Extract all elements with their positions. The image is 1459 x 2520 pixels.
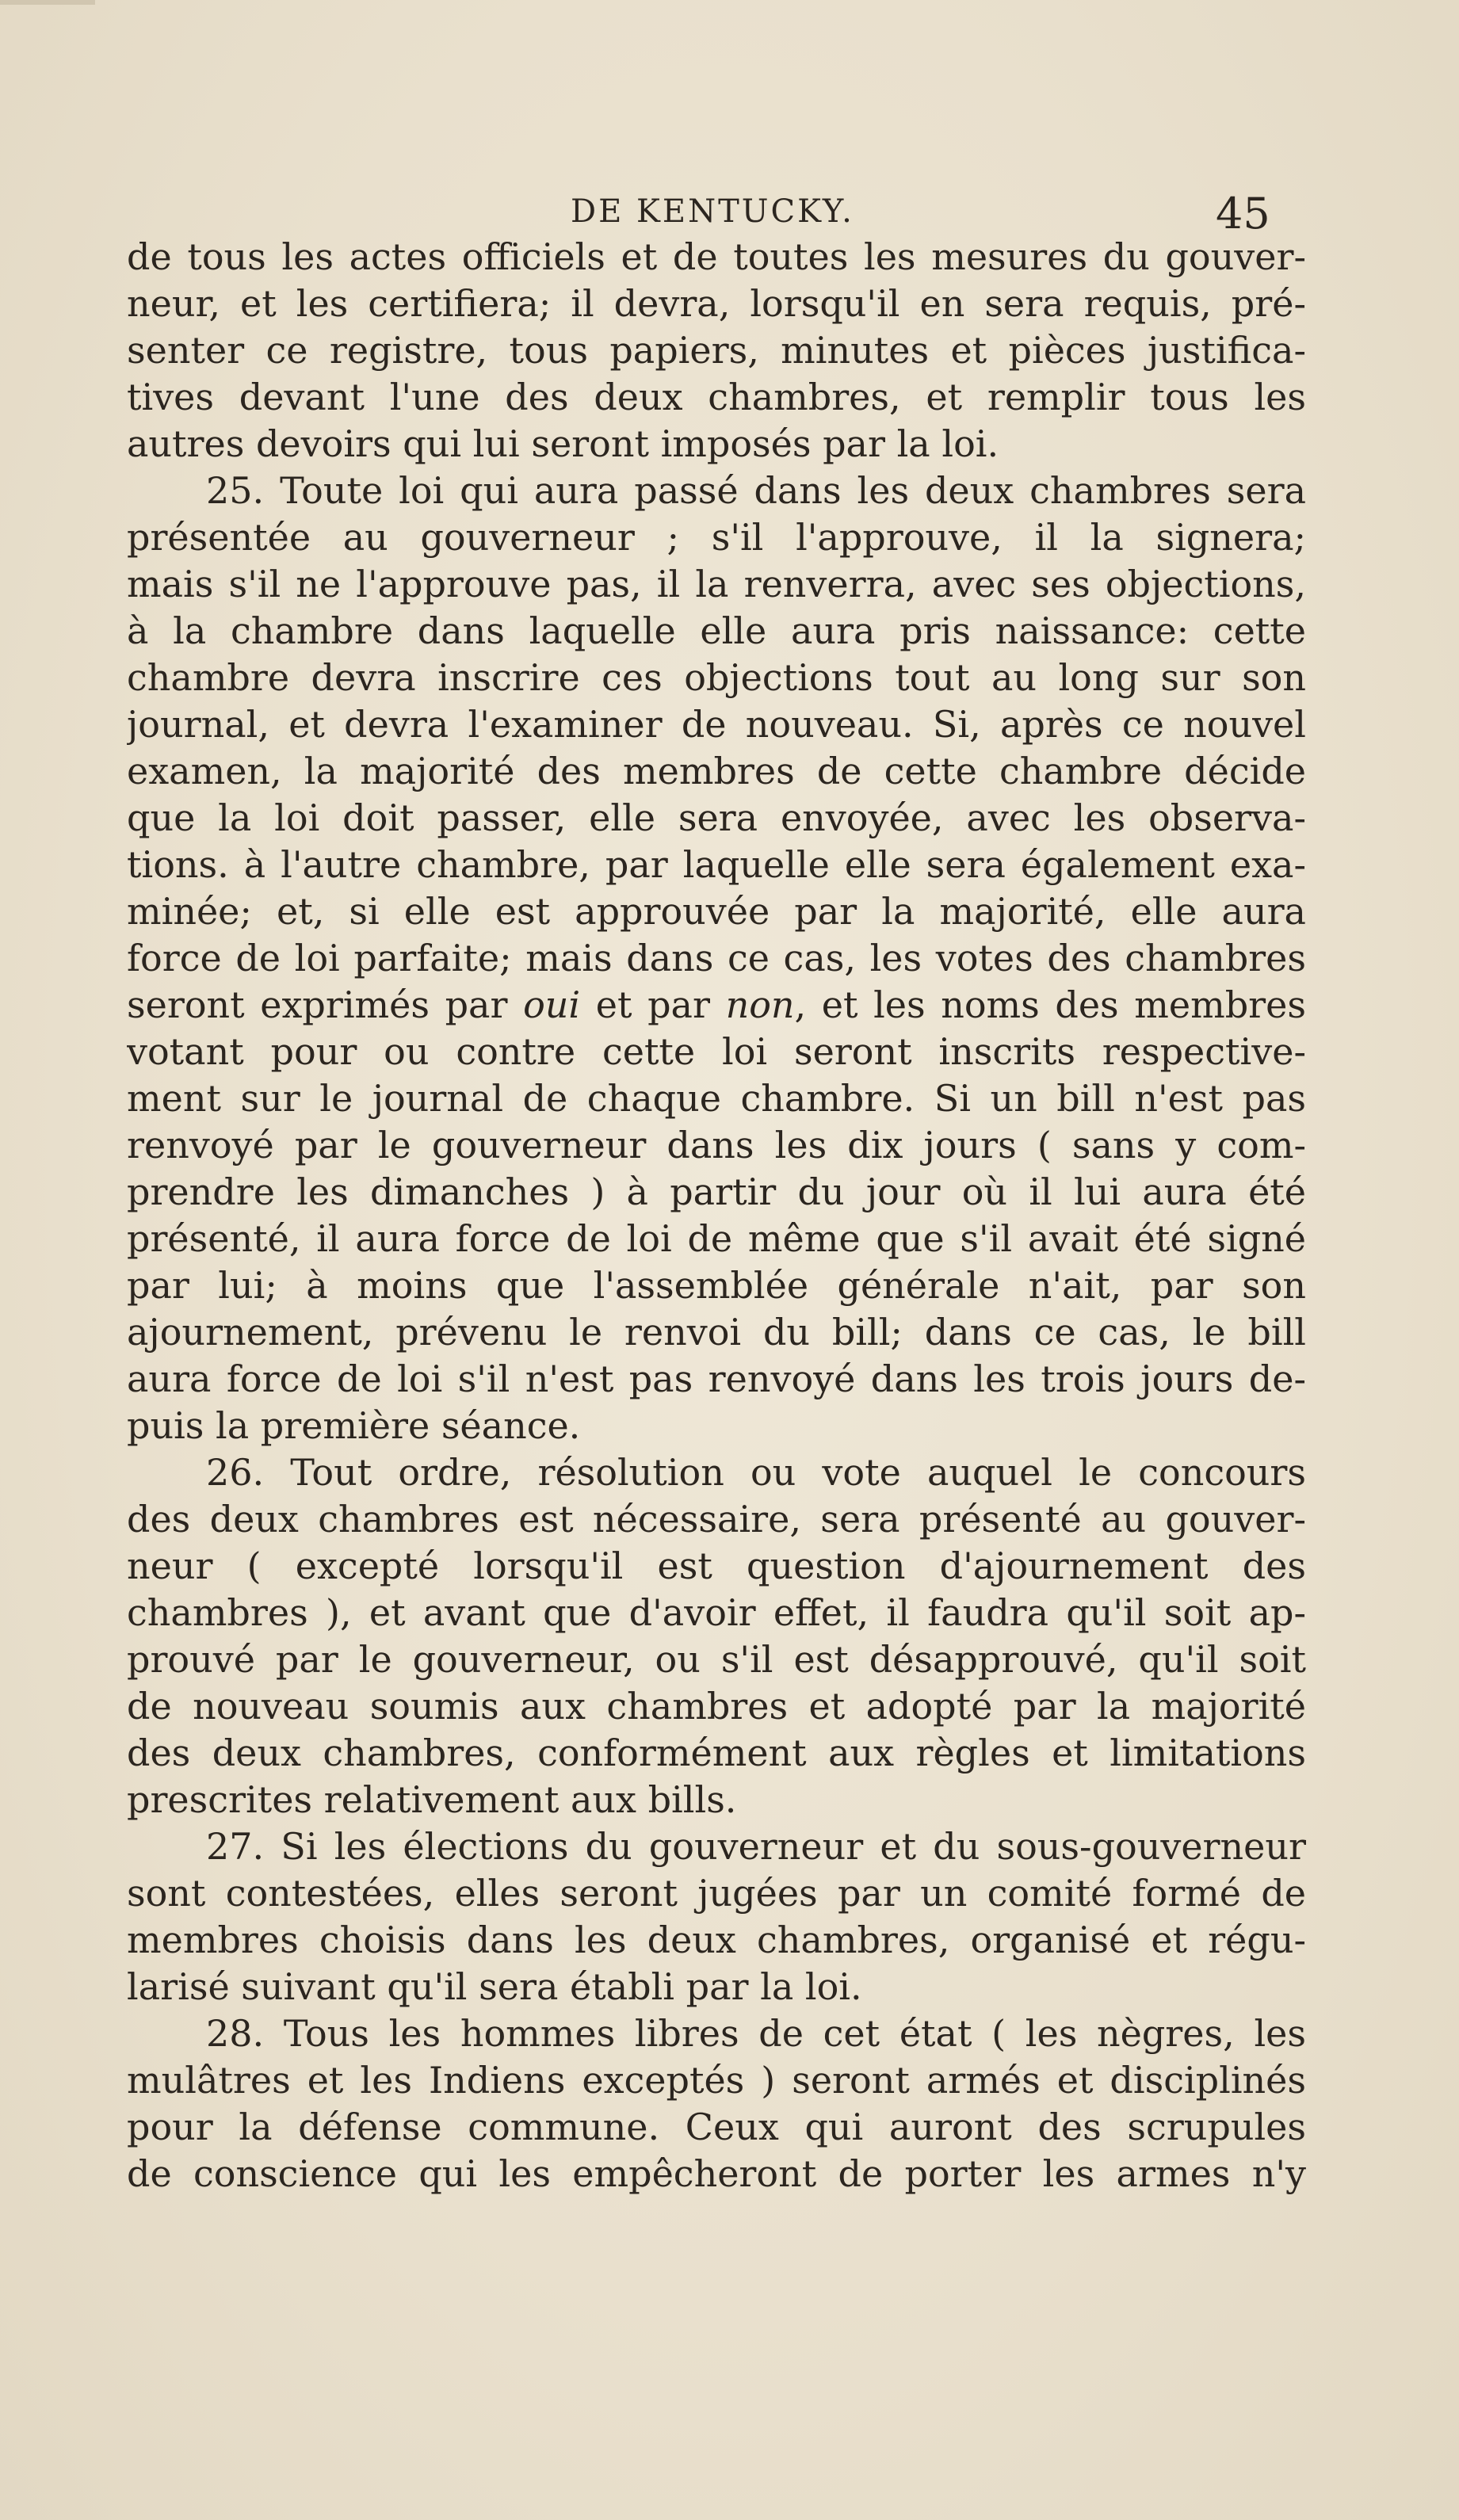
text-line: de tous les actes officiels et de toutes les mesures du gouver- [127,235,1306,278]
article-26-first-line: 26. Tout ordre, résolution ou vote auquel le concours [206,1451,1306,1494]
text-line: tives devant l'une des deux chambres, et remplir tous les [127,376,1306,418]
article-25-first-line: 25. Toute loi qui aura passé dans les deux chambres sera [206,469,1306,512]
article-27-first-line: 27. Si les élections du gouverneur et du sous-gouverneur [206,1825,1306,1868]
text-line: minée; et, si elle est approuvée par la majorité, elle aura [127,890,1306,933]
text-line: des deux chambres, conformément aux règles et limitations [127,1732,1306,1774]
article-28-first-line: 28. Tous les hommes libres de cet état ( les nègres, les [206,2012,1306,2055]
text-line: ajournement, prévenu le renvoi du bill; dans ce cas, le bill [127,1311,1306,1354]
text-line: prouvé par le gouverneur, ou s'il est désapprouvé, qu'il soit [127,1638,1306,1681]
page-edge-mark [0,0,95,5]
text-line-with-italics [127,982,1306,1029]
page-number: 45 [1216,189,1270,239]
text-line: autres devoirs qui lui seront imposés par la loi. [127,422,999,465]
text-line: de nouveau soumis aux chambres et adopté par la majorité [127,1685,1306,1728]
text-line: tions. à l'autre chambre, par laquelle elle sera également exa- [127,843,1306,886]
italic-non: non [725,983,795,1026]
italic-oui: oui [523,983,581,1026]
text-line: chambres ), et avant que d'avoir effet, il faudra qu'il soit ap- [127,1591,1306,1634]
text-line: aura force de loi s'il n'est pas renvoyé dans les trois jours de- [127,1357,1306,1400]
text-line: de conscience qui les empêcheront de porter les armes n'y [127,2152,1306,2195]
text-line: par lui; à moins que l'assemblée générale n'ait, par son [127,1264,1306,1307]
text-line: votant pour ou contre cette loi seront inscrits respective- [127,1030,1306,1073]
text-line: neur, et les certifiera; il devra, lorsqu'il en sera requis, pré- [127,282,1306,325]
text-line: présenté, il aura force de loi de même que s'il avait été signé [127,1217,1306,1260]
text-line: des deux chambres est nécessaire, sera présenté au gouver- [127,1498,1306,1541]
text-line: pour la défense commune. Ceux qui auront des scrupules [127,2106,1306,2148]
text-line: membres choisis dans les deux chambres, organisé et régu- [127,1919,1306,1961]
text-line: à la chambre dans laquelle elle aura pris naissance: cette [127,609,1306,652]
text-line: renvoyé par le gouverneur dans les dix jours ( sans y com- [127,1124,1306,1166]
text-line: force de loi parfaite; mais dans ce cas, les votes des chambres [127,937,1306,979]
text-line: larisé suivant qu'il sera établi par la loi. [127,1965,862,2008]
text-line: présentée au gouverneur ; s'il l'approuve, il la signera; [127,516,1306,559]
text-line: examen, la majorité des membres de cette chambre décide [127,750,1306,792]
text-line: chambre devra inscrire ces objections tout au long sur son [127,656,1306,699]
text-line: prescrites relativement aux bills. [127,1778,737,1821]
text-line: journal, et devra l'examiner de nouveau. Si, après ce nouvel [127,703,1306,746]
text-line: puis la première séance. [127,1404,581,1447]
running-title: DE KENTUCKY. [571,193,854,230]
text-line: mulâtres et les Indiens exceptés ) seront armés et disciplinés [127,2059,1306,2102]
text-line: que la loi doit passer, elle sera envoyée, avec les observa- [127,796,1306,839]
text-line: prendre les dimanches ) à partir du jour où il lui aura été [127,1170,1306,1213]
text-line: senter ce registre, tous papiers, minutes et pièces justifica- [127,329,1306,372]
text-line: neur ( excepté lorsqu'il est question d'ajournement des [127,1544,1306,1587]
text-line: sont contestées, elles seront jugées par un comité formé de [127,1872,1306,1915]
text-line: mais s'il ne l'approuve pas, il la renverra, avec ses objections, [127,563,1306,605]
body-text [127,234,1306,2197]
text-line: ment sur le journal de chaque chambre. Si un bill n'est pas [127,1077,1306,1120]
text-fragment: seront exprimés par [127,983,524,1026]
text-fragment: et par [580,983,726,1026]
text-fragment: , et les noms des membres [794,983,1306,1026]
